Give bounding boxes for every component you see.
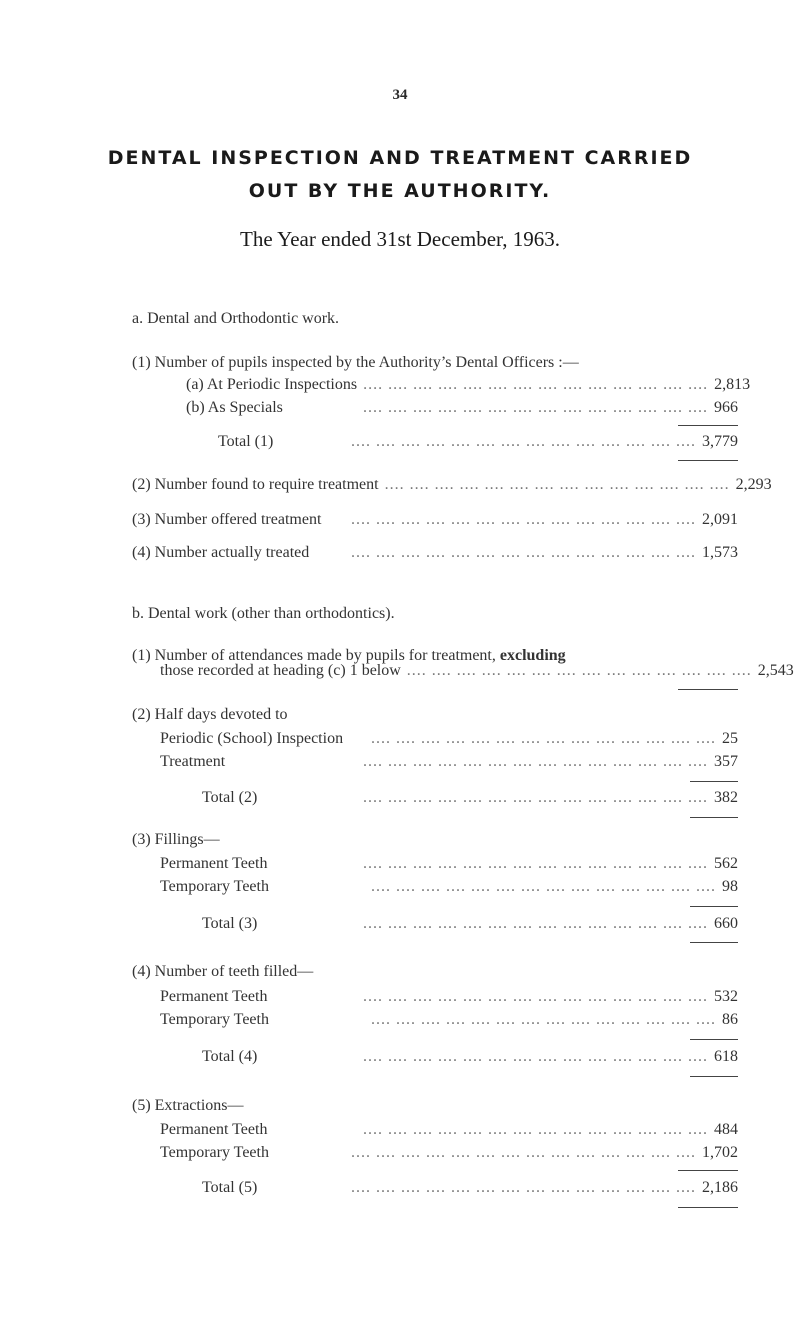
b5-temp-row (160, 1144, 738, 1166)
dot-leader: .... .... .... .... .... .... .... .... .... .... .... .... .... .... (384, 476, 730, 493)
a1-periodic-value: 2,813 (714, 376, 751, 393)
total-rule (690, 817, 738, 818)
page-title-line-1: DENTAL INSPECTION AND TREATMENT CARRIED (107, 147, 693, 169)
total-rule (690, 942, 738, 943)
a1-specials-value: 966 (714, 399, 738, 416)
total-rule (678, 1207, 738, 1208)
b1-label-excluding: excluding (499, 647, 566, 664)
b4-label: (4) Number of teeth filled— (132, 963, 314, 980)
b3-perm-value: 562 (714, 855, 738, 872)
b2-treatment-value: 357 (714, 753, 738, 770)
subtotal-rule (690, 781, 738, 782)
subtotal-rule (690, 906, 738, 907)
b2-periodic-label: Periodic (School) Inspection (160, 730, 344, 747)
b2-periodic-row (160, 730, 738, 752)
dot-leader: .... .... .... .... .... .... .... .... .... .... .... .... .... .... (371, 878, 716, 895)
b2-treatment-row (160, 753, 738, 775)
b5-temp-label: Temporary Teeth (160, 1144, 269, 1161)
a3-value: 2,091 (702, 511, 738, 528)
b2-label: (2) Half days devoted to (132, 706, 288, 723)
a4-label: (4) Number actually treated (132, 544, 310, 561)
b4-temp-row (160, 1011, 738, 1033)
dot-leader: .... .... .... .... .... .... .... .... .... .... .... .... .... .... (363, 399, 708, 416)
a2-value: 2,293 (735, 476, 772, 493)
total-rule (678, 689, 738, 690)
dot-leader: .... .... .... .... .... .... .... .... .... .... .... .... .... .... (351, 511, 696, 528)
report-period: The Year ended 31st December, 1963. (240, 227, 560, 251)
dot-leader: .... .... .... .... .... .... .... .... .... .... .... .... .... .... (351, 544, 696, 561)
b3-total-value: 660 (714, 915, 738, 932)
section-a-heading: a. Dental and Orthodontic work. (132, 310, 340, 327)
a1-total-row (218, 433, 738, 455)
b2-total-value: 382 (714, 789, 738, 806)
a2-row (132, 476, 772, 498)
b3-total-label: Total (3) (202, 915, 258, 932)
b2-total-label: Total (2) (202, 789, 258, 806)
dot-leader: .... .... .... .... .... .... .... .... .... .... .... .... .... .... (371, 1011, 716, 1028)
b5-label: (5) Extractions— (132, 1097, 244, 1114)
a1-periodic-label: (a) At Periodic Inspections (186, 376, 358, 393)
b5-total-value: 2,186 (702, 1179, 738, 1196)
b3-perm-row (160, 855, 738, 877)
page-number: 34 (392, 87, 408, 103)
b2-total-row (202, 789, 738, 811)
dot-leader: .... .... .... .... .... .... .... .... .... .... .... .... .... .... (363, 1121, 708, 1138)
b4-total-value: 618 (714, 1048, 738, 1065)
b3-temp-row (160, 878, 738, 900)
b5-total-row (202, 1179, 738, 1201)
b3-total-row (202, 915, 738, 937)
b2-periodic-value: 25 (722, 730, 738, 747)
b4-total-label: Total (4) (202, 1048, 258, 1065)
b3-perm-label: Permanent Teeth (160, 855, 268, 872)
subtotal-rule (678, 1170, 738, 1171)
a1-specials-row (186, 399, 738, 421)
dot-leader: .... .... .... .... .... .... .... .... .... .... .... .... .... .... (371, 730, 716, 747)
a1-total-value: 3,779 (702, 433, 738, 450)
a3-label: (3) Number offered treatment (132, 511, 322, 528)
b1-label-line2: those recorded at heading (c) 1 below (160, 662, 401, 679)
b4-perm-label: Permanent Teeth (160, 988, 268, 1005)
b4-perm-value: 532 (714, 988, 738, 1005)
a1-specials-label: (b) As Specials (186, 399, 283, 416)
dot-leader: .... .... .... .... .... .... .... .... .... .... .... .... .... .... (363, 376, 709, 393)
dot-leader: .... .... .... .... .... .... .... .... .... .... .... .... .... .... (351, 1179, 696, 1196)
subtotal-rule (690, 1039, 738, 1040)
dot-leader: .... .... .... .... .... .... .... .... .... .... .... .... .... .... (406, 662, 752, 679)
b3-temp-value: 98 (722, 878, 738, 895)
a1-periodic-row (186, 376, 751, 398)
dot-leader: .... .... .... .... .... .... .... .... .... .... .... .... .... .... (363, 753, 708, 770)
dot-leader: .... .... .... .... .... .... .... .... .... .... .... .... .... .... (351, 433, 696, 450)
a3-row (132, 511, 738, 533)
b1-value: 2,543 (757, 662, 794, 679)
b4-temp-value: 86 (722, 1011, 738, 1028)
a4-value: 1,573 (702, 544, 738, 561)
b5-temp-value: 1,702 (702, 1144, 738, 1161)
a1-total-label: Total (1) (218, 433, 274, 450)
b1-row (160, 662, 794, 684)
dot-leader: .... .... .... .... .... .... .... .... .... .... .... .... .... .... (363, 988, 708, 1005)
a1-label: (1) Number of pupils inspected by the Authority’s Dental Officers :— (132, 354, 579, 371)
b5-perm-value: 484 (714, 1121, 738, 1138)
b1-label-part1: (1) Number of attendances made by pupils for treatment, (132, 647, 496, 664)
subtotal-rule (678, 425, 738, 426)
dot-leader: .... .... .... .... .... .... .... .... .... .... .... .... .... .... (363, 855, 708, 872)
b5-perm-row (160, 1121, 738, 1143)
b5-perm-label: Permanent Teeth (160, 1121, 268, 1138)
dot-leader: .... .... .... .... .... .... .... .... .... .... .... .... .... .... (363, 789, 708, 806)
b3-temp-label: Temporary Teeth (160, 878, 269, 895)
b5-total-label: Total (5) (202, 1179, 258, 1196)
page-title-line-2: OUT BY THE AUTHORITY. (248, 180, 552, 202)
b2-treatment-label: Treatment (160, 753, 226, 770)
b3-label: (3) Fillings— (132, 831, 220, 848)
total-rule (690, 1076, 738, 1077)
a4-row (132, 544, 738, 566)
a2-label: (2) Number found to require treatment (132, 476, 379, 493)
dot-leader: .... .... .... .... .... .... .... .... .... .... .... .... .... .... (363, 1048, 708, 1065)
total-rule (678, 460, 738, 461)
section-b-heading: b. Dental work (other than orthodontics). (132, 605, 395, 622)
b4-temp-label: Temporary Teeth (160, 1011, 269, 1028)
dot-leader: .... .... .... .... .... .... .... .... .... .... .... .... .... .... (351, 1144, 696, 1161)
b4-perm-row (160, 988, 738, 1010)
dot-leader: .... .... .... .... .... .... .... .... .... .... .... .... .... .... (363, 915, 708, 932)
b4-total-row (202, 1048, 738, 1070)
